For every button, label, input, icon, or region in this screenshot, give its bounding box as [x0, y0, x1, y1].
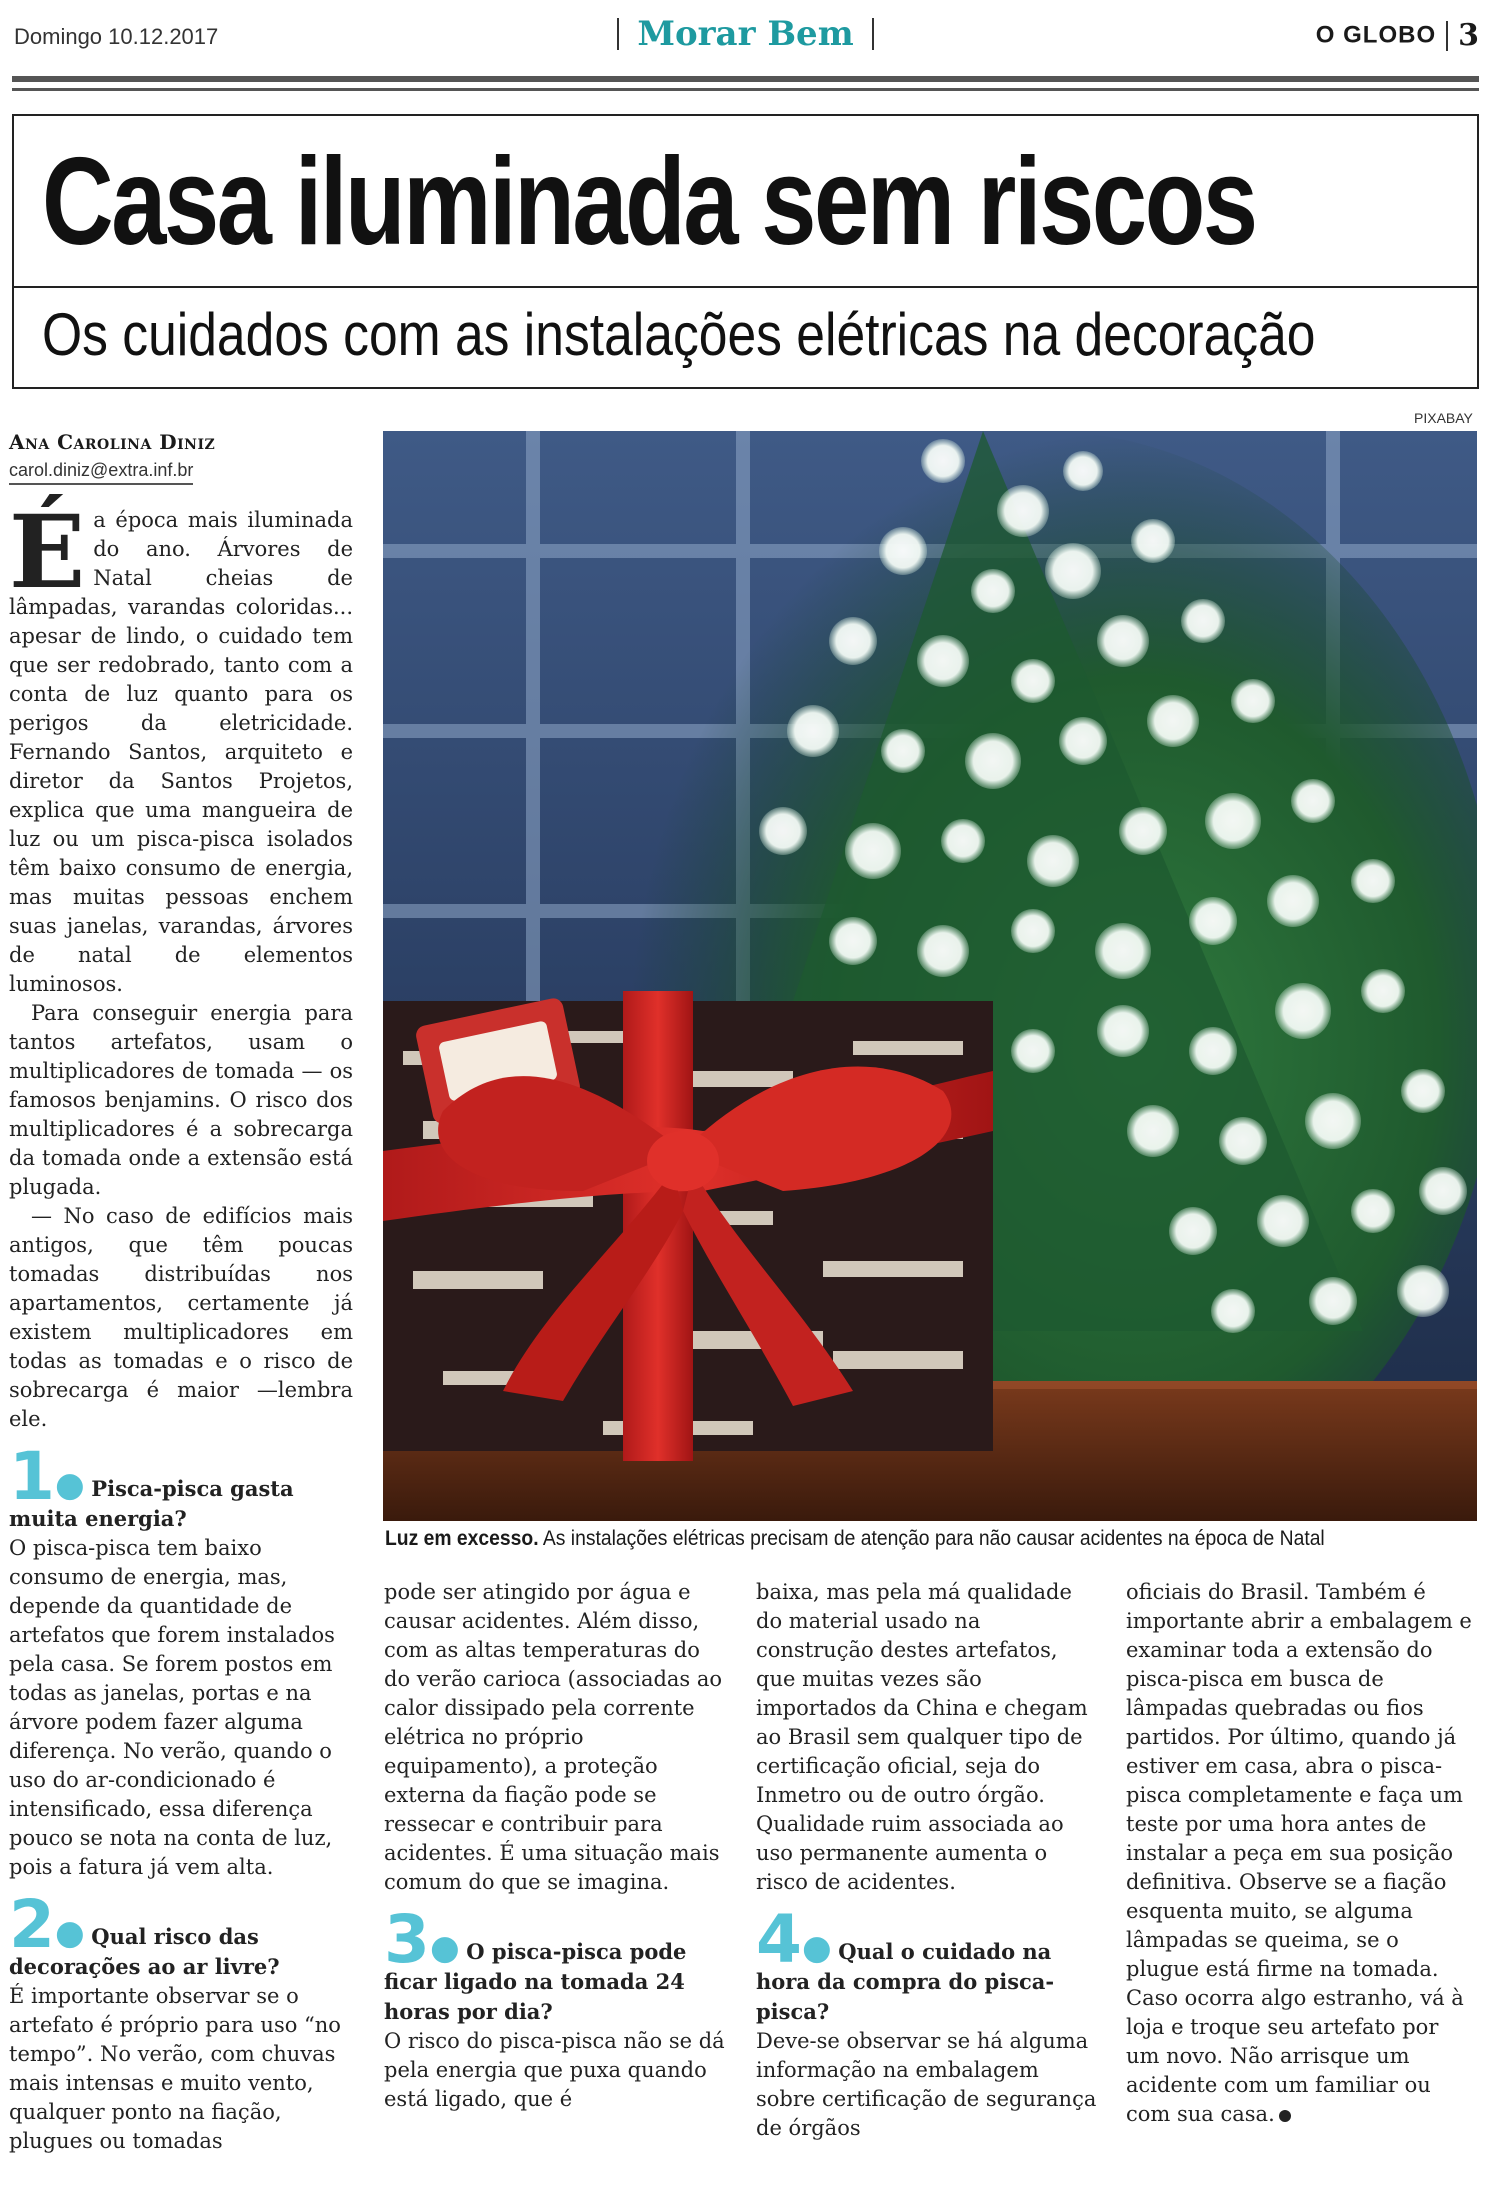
- intro-paragraph-3: — No caso de edifícios mais antigos, que têm poucas tomadas distribuídas nos apartamentos, certamente já existem multiplicadores em todas as tomadas e o risco de sobrecarga é maior —lembra ele.: [9, 1204, 353, 1431]
- bullet-dot-icon: ●: [54, 1465, 85, 1505]
- question-3-answer-cont: baixa, mas pela má qualidade do material usado na construção destes artefatos, que muitas vezes são importados da China e chegam ao Brasil sem qualquer tipo de certificação oficial, seja do Inmetro ou de outro órgão. Qualidade ruim associada ao uso permanente aumenta o risco de acidentes.: [756, 1580, 1088, 1894]
- question-title: Pisca-pisca gasta muita energia?: [9, 1476, 294, 1531]
- author-email[interactable]: carol.diniz@extra.inf.br: [9, 460, 193, 485]
- intro-paragraph-1: É a época mais iluminada do ano. Árvores de Natal cheias de lâmpadas, varandas coloridas... apesar de lindo, o cuidado tem que ser redobrado, tanto com a conta de luz quanto para os perigos da eletricidade. Fernando Santos, arquiteto e diretor da Santos Projetos, explica que uma mangueira de luz ou um pisca-pisca isolados têm baixo consumo de energia, mas muitas pessoas enchem suas janelas, varandas, árvores de natal de elementos luminosos.: [9, 493, 353, 996]
- brand-divider: [1446, 21, 1448, 51]
- caption-lead: Luz em excesso.: [385, 1527, 539, 1550]
- column-3: [756, 1578, 1102, 2143]
- photo-caption: [385, 1527, 1325, 1551]
- headline-box: [12, 114, 1479, 389]
- question-2-answer-cont: pode ser atingido por água e causar acidentes. Além disso, com as altas temperaturas do do verão carioca (associadas ao calor dissipado pela corrente elétrica no próprio equipamento), a proteção externa da fiação pode se ressecar e contribuir para acidentes. É uma situação mais comum do que se imagina.: [384, 1580, 723, 1894]
- section-label: [12, 14, 1479, 54]
- question-2: [9, 1886, 353, 2156]
- question-answer: O risco do pisca-pisca não se dá pela energia que puxa quando está ligado, que é: [384, 2029, 725, 2111]
- section-divider: [872, 18, 874, 50]
- bullet-dot-icon: ●: [801, 1928, 832, 1968]
- question-number: 1: [9, 1438, 55, 1515]
- newspaper-brand: [1316, 18, 1479, 53]
- question-answer: O pisca-pisca tem baixo consumo de energia, mas, depende da quantidade de artefatos que forem instalados pela casa. Se forem postos em todas as janelas, portas e na árvore podem fazer alguma diferença. No verão, quando o uso do ar-condicionado é intensificado, essa diferença pouco se nota na conta de luz, pois a fatura já vem alta.: [9, 1536, 335, 1879]
- column-2: [384, 1578, 730, 2114]
- end-mark-icon: [1279, 2110, 1291, 2122]
- page-number: 3: [1458, 18, 1479, 53]
- caption-text: As instalações elétricas precisam de atenção para não causar acidentes na época de Natal: [538, 1527, 1325, 1550]
- subheadline: Os cuidados com as instalações elétricas na decoração: [42, 301, 1316, 368]
- headline-divider: [14, 286, 1477, 288]
- section-name: Morar Bem: [637, 14, 854, 54]
- article-photo: [383, 431, 1477, 1521]
- author-name: Ana Carolina Diniz: [9, 430, 216, 454]
- question-1: [9, 1438, 353, 1882]
- page-header: [12, 14, 1479, 64]
- question-4-answer-cont: oficiais do Brasil. Também é importante abrir a embalagem e examinar toda a extensão do pisca-pisca em busca de lâmpadas quebradas ou fios partidos. Por último, quando já estiver em casa, abra o pisca-pisca completamente e faça um teste por uma hora antes de instalar a peça em sua posição definitiva. Observe se a fiação esquenta muito, se alguma lâmpadas se queima, se o plugue está firme na tomada. Caso ocorra algo estranho, vá à loja e troque seu artefato por um novo. Não arrisque um acidente com um familiar ou com sua casa.: [1126, 1580, 1472, 2126]
- brand-logo: O GLOBO: [1315, 21, 1437, 49]
- question-answer: Deve-se observar se há alguma informação na embalagem sobre certificação de segurança de órgãos: [756, 2029, 1097, 2140]
- drop-cap: É: [9, 493, 86, 611]
- question-number: 2: [9, 1886, 55, 1963]
- intro-paragraph-2: Para conseguir energia para tantos artefatos, usam o multiplicadores de tomada — os famosos benjamins. O risco dos multiplicadores é a sobrecarga da tomada onde a extensão está plugada.: [9, 1001, 353, 1199]
- question-title: Qual o cuidado na hora da compra do pisca-pisca?: [756, 1939, 1055, 2024]
- headline: Casa iluminada sem riscos: [42, 133, 1256, 271]
- column-1: [9, 493, 353, 2156]
- bullet-dot-icon: ●: [429, 1928, 460, 1968]
- question-answer: É importante observar se o artefato é próprio para uso “no tempo”. No verão, com chuvas mais intensas e muito vento, qualquer ponto na fiação, plugues ou tomadas: [9, 1984, 341, 2153]
- photo-credit: PIXABAY: [1414, 410, 1473, 426]
- question-title: O pisca-pisca pode ficar ligado na tomada 24 horas por dia?: [384, 1939, 687, 2024]
- question-number: 3: [384, 1901, 430, 1978]
- question-number: 4: [756, 1901, 802, 1978]
- column-4: [1126, 1578, 1478, 2129]
- issue-date: Domingo 10.12.2017: [14, 24, 219, 49]
- christmas-gift-photo: [383, 431, 1477, 1521]
- question-4: [756, 1901, 1102, 2143]
- question-title: Qual risco das decorações ao ar livre?: [9, 1924, 280, 1979]
- question-3: [384, 1901, 730, 2114]
- section-divider: [617, 18, 619, 50]
- header-rule-thin: [12, 88, 1479, 91]
- bullet-dot-icon: ●: [54, 1913, 85, 1953]
- header-rule: [12, 76, 1479, 82]
